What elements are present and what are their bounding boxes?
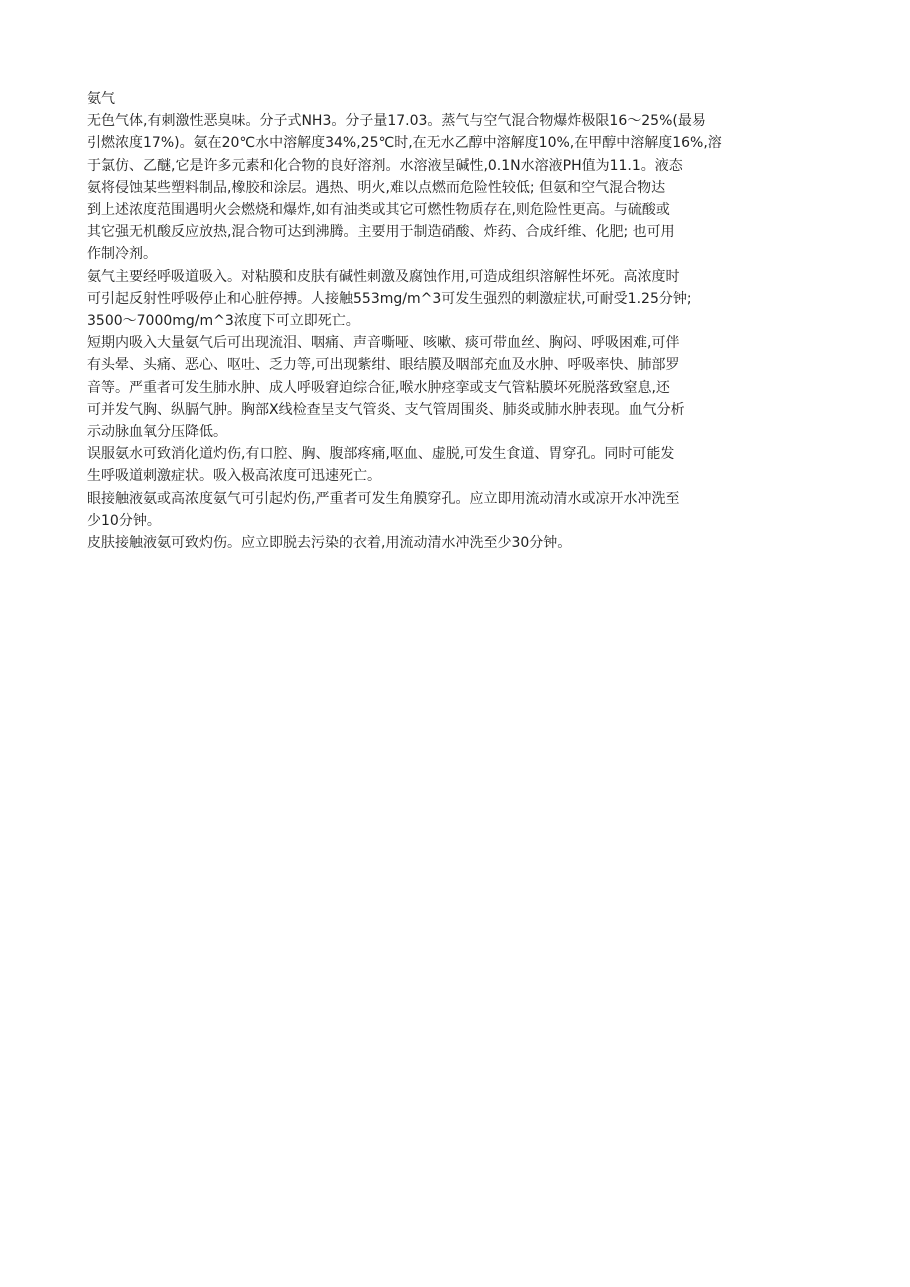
text-line: 无色气体,有刺激性恶臭味。分子式NH3。分子量17.03。蒸气与空气混合物爆炸极限16～25%(最易: [87, 113, 706, 130]
text-line: 误服氨水可致消化道灼伤,有口腔、胸、腹部疼痛,呕血、虚脱,可发生食道、胃穿孔。同时可能发: [87, 446, 675, 463]
text-line: 可引起反射性呼吸停止和心脏停搏。人接触553mg/m^3可发生强烈的刺激症状,可耐受1.25分钟;: [87, 290, 692, 307]
text-line: 可并发气胸、纵膈气肿。胸部X线检查呈支气管炎、支气管周围炎、肺炎或肺水肿表现。血气分析: [87, 401, 685, 418]
text-line: 到上述浓度范围遇明火会燃烧和爆炸,如有油类或其它可燃性物质存在,则危险性更高。与硫酸或: [87, 202, 670, 219]
text-line: 短期内吸入大量氨气后可出现流泪、咽痛、声音嘶哑、咳嗽、痰可带血丝、胸闷、呼吸困难,可伴: [87, 335, 680, 352]
text-line: 氨将侵蚀某些塑料制品,橡胶和涂层。遇热、明火,难以点燃而危险性较低; 但氨和空气混合物达: [87, 179, 666, 196]
text-line: 其它强无机酸反应放热,混合物可达到沸腾。主要用于制造硝酸、炸药、合成纤维、化肥; 也可用: [87, 224, 675, 241]
text-line: 音等。严重者可发生肺水肿、成人呼吸窘迫综合征,喉水肿痉挛或支气管粘膜坏死脱落致窒息,还: [87, 379, 670, 396]
text-line: 示动脉血氧分压降低。: [87, 424, 227, 441]
text-line: 作制冷剂。: [87, 246, 157, 263]
text-line: 生呼吸道刺激症状。吸入极高浓度可迅速死亡。: [87, 468, 381, 485]
text-line: 于氯仿、乙醚,它是许多元素和化合物的良好溶剂。水溶液呈碱性,0.1N水溶液PH值为11.1。液态: [87, 157, 683, 174]
text-line: 3500～7000mg/m^3浓度下可立即死亡。: [87, 313, 360, 330]
document-title: 氨气: [87, 91, 115, 107]
text-line: 引燃浓度17%)。氨在20℃水中溶解度34%,25℃时,在无水乙醇中溶解度10%,在甲醇中溶解度16%,溶: [87, 135, 722, 152]
text-line: 少10分钟。: [87, 512, 161, 529]
text-line: 有头晕、头痛、恶心、呕吐、乏力等,可出现紫绀、眼结膜及咽部充血及水肿、呼吸率快、肺部罗: [87, 357, 680, 374]
document-body: [87, 88, 797, 554]
text-line: 氨气主要经呼吸道吸入。对粘膜和皮肤有碱性刺激及腐蚀作用,可造成组织溶解性坏死。高浓度时: [87, 268, 680, 285]
text-line: 皮肤接触液氨可致灼伤。应立即脱去污染的衣着,用流动清水冲洗至少30分钟。: [87, 535, 572, 552]
text-line: 眼接触液氨或高浓度氨气可引起灼伤,严重者可发生角膜穿孔。应立即用流动清水或凉开水冲洗至: [87, 490, 680, 507]
